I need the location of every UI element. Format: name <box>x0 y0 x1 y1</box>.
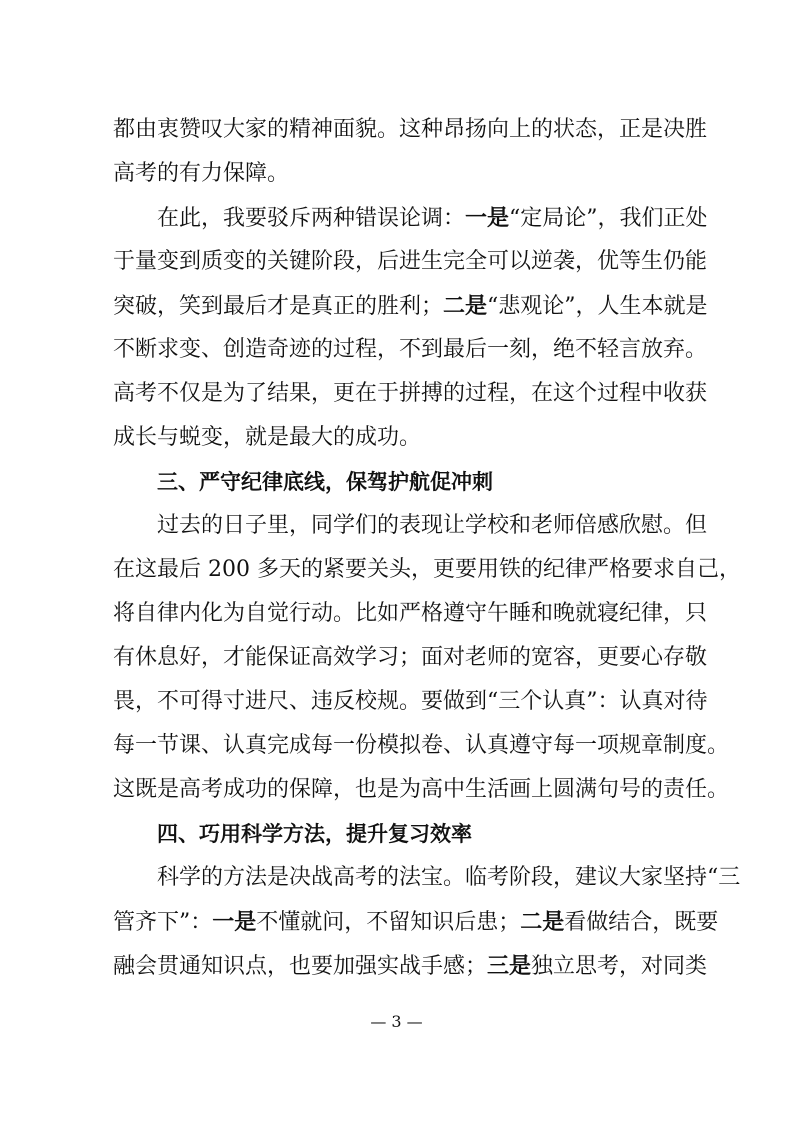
text-line <box>0 328 793 372</box>
text-line <box>0 548 793 592</box>
text-line <box>0 944 793 988</box>
line-text: 在这最后 200 多天的紧要关头，更要用铁的纪律严格要求自己， <box>113 557 741 582</box>
page-number: — 3 — <box>370 1012 423 1031</box>
text-segment: 突破，笑到最后才是真正的胜利； <box>113 294 444 319</box>
line-text: 过去的日子里，同学们的表现让学校和老师倍感欣慰。但 <box>157 513 708 538</box>
section-heading <box>0 460 793 504</box>
text-segment: 在此，我要驳斥两种错误论调： <box>157 206 466 231</box>
text-line <box>0 240 793 284</box>
text-line <box>0 768 793 812</box>
line-text: 畏，不可得寸进尺、违反校规。要做到“三个认真”：认真对待 <box>113 689 708 714</box>
bold-label: 一是 <box>465 205 510 231</box>
line-text: 高考不仅是为了结果，更在于拼搏的过程，在这个过程中收获 <box>113 381 708 406</box>
line-text: 每一节课、认真完成每一份模拟卷、认真遵守每一项规章制度。 <box>113 733 730 758</box>
text-line <box>0 196 793 240</box>
line-text <box>113 284 708 329</box>
text-line <box>0 372 793 416</box>
line-text: 高考的有力保障。 <box>113 161 290 186</box>
line-text <box>157 196 708 241</box>
line-text: 不断求变、创造奇迹的过程，不到最后一刻，绝不轻言放弃。 <box>113 337 708 362</box>
text-segment: “定局论”，我们正处 <box>509 206 708 231</box>
text-line <box>0 724 793 768</box>
text-line <box>0 152 793 196</box>
text-line <box>0 416 793 460</box>
line-text: 这既是高考成功的保障，也是为高中生活画上圆满句号的责任。 <box>113 777 730 802</box>
text-segment: 不懂就问，不留知识后患； <box>256 910 521 935</box>
text-line <box>0 108 793 152</box>
text-segment: “悲观论”，人生本就是 <box>487 294 708 319</box>
line-text <box>113 900 719 945</box>
text-segment: 独立思考，对同类 <box>531 954 708 979</box>
text-segment: 融会贯通知识点，也要加强实战手感； <box>113 954 488 979</box>
line-text: 于量变到质变的关键阶段，后进生完全可以逆袭，优等生仍能 <box>113 249 708 274</box>
bold-label: 二是 <box>520 909 565 935</box>
text-line <box>0 504 793 548</box>
heading-text: 四、巧用科学方法，提升复习效率 <box>157 822 472 846</box>
text-line <box>0 636 793 680</box>
line-text <box>113 944 708 989</box>
bold-label: 二是 <box>443 293 488 319</box>
line-text: 有休息好，才能保证高效学习；面对老师的宽容，更要心存敬 <box>113 645 708 670</box>
text-line <box>0 592 793 636</box>
section-heading <box>0 812 793 856</box>
text-line <box>0 680 793 724</box>
text-line <box>0 284 793 328</box>
line-text: 成长与蜕变，就是最大的成功。 <box>113 425 422 450</box>
line-text: 都由衷赞叹大家的精神面貌。这种昂扬向上的状态，正是决胜 <box>113 117 708 142</box>
line-text: 将自律内化为自觉行动。比如严格遵守午睡和晚就寝纪律，只 <box>113 601 708 626</box>
line-text: 科学的方法是决战高考的法宝。临考阶段，建议大家坚持“三 <box>157 865 741 890</box>
text-line <box>0 856 793 900</box>
text-line <box>0 900 793 944</box>
text-segment: 看做结合，既要 <box>564 910 719 935</box>
heading-text: 三、严守纪律底线，保驾护航促冲刺 <box>157 470 493 494</box>
bold-label: 三是 <box>487 953 532 979</box>
text-segment: 管齐下”： <box>113 910 213 935</box>
bold-label: 一是 <box>212 909 257 935</box>
